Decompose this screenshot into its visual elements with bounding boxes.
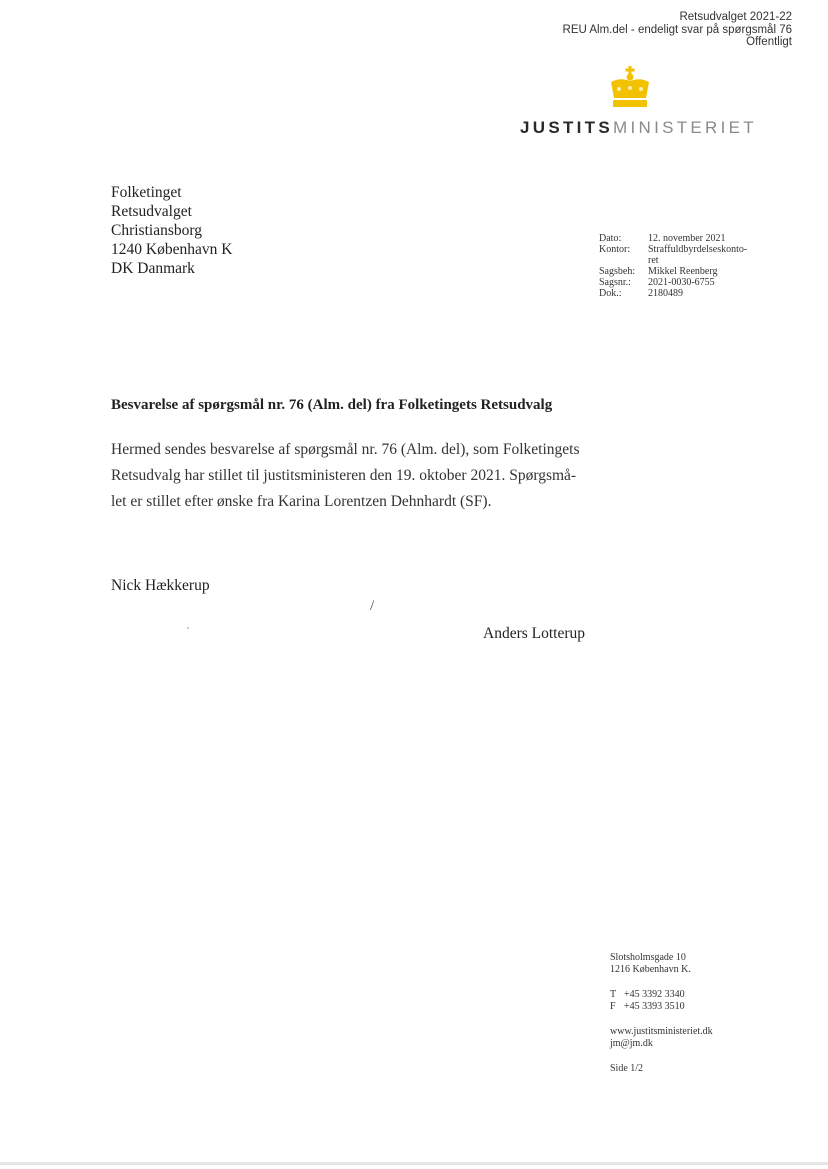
body-line: let er stillet efter ønske fra Karina Lorentzen Dehnhardt (SF).	[111, 493, 492, 510]
minister-signature: Nick Hækkerup	[111, 577, 210, 594]
meta-value: ret	[648, 255, 659, 266]
recipient-address	[111, 183, 232, 278]
meta-label: Dato:	[599, 233, 622, 244]
official-signature: Anders Lotterup	[483, 625, 586, 642]
body-line: Retsudvalg har stillet til justitsministeren den 19. oktober 2021. Spørgsmå-	[111, 467, 577, 484]
footer-website: www.justitsministeriet.dk	[610, 1026, 713, 1037]
ministry-wordmark	[520, 118, 757, 138]
phone-label: T	[610, 989, 617, 1000]
fax-value: +45 3393 3510	[624, 1001, 685, 1012]
footer-address-city: 1216 København K.	[610, 964, 691, 975]
case-metadata	[599, 233, 758, 299]
meta-row-kontor	[599, 244, 758, 255]
stamp-reference: REU Alm.del - endeligt svar på spørgsmål 76	[562, 23, 792, 36]
recipient-line: Christiansborg	[111, 222, 202, 239]
recipient-line: DK Danmark	[111, 260, 195, 277]
wordmark-ministeriet: MINISTERIET	[613, 118, 757, 137]
meta-label: Sagsbeh:	[599, 266, 636, 277]
meta-value: 12. november 2021	[648, 233, 726, 244]
meta-label: Sagsnr.:	[599, 277, 631, 288]
meta-row-dok	[599, 288, 758, 299]
stamp-status: Offentligt	[746, 36, 792, 48]
footer-email: jm@jm.dk	[610, 1038, 653, 1049]
footer-phone	[610, 989, 713, 1001]
ministry-footer	[610, 952, 713, 1075]
meta-row-sagsnr	[599, 277, 758, 288]
letter-subject: Besvarelse af spørgsmål nr. 76 (Alm. del) fra Folketingets Retsudvalg	[111, 397, 553, 413]
letter-body	[111, 437, 601, 515]
recipient-line: 1240 København K	[111, 241, 233, 258]
meta-row-dato	[599, 233, 758, 244]
royal-crown-icon	[606, 66, 654, 110]
recipient-line: Folketinget	[111, 184, 182, 201]
meta-label: Kontor:	[599, 244, 631, 255]
meta-row-sagsbeh	[599, 266, 758, 277]
document-stamp	[563, 11, 792, 49]
meta-row-kontor-cont	[599, 255, 758, 266]
fax-label: F	[610, 1001, 616, 1012]
body-line: Hermed sendes besvarelse af spørgsmål nr. 76 (Alm. del), som Folketingets	[111, 441, 580, 458]
phone-value: +45 3392 3340	[624, 989, 685, 1000]
recipient-line: Retsudvalget	[111, 203, 192, 220]
scan-edge	[0, 1162, 828, 1165]
meta-value: Straffuldbyrdelseskonto-	[648, 244, 748, 255]
footer-address-street: Slotsholmsgade 10	[610, 952, 686, 963]
stamp-committee: Retsudvalget 2021-22	[679, 11, 792, 23]
signature-separator: /	[370, 598, 375, 614]
page-number: Side 1/2	[610, 1063, 644, 1074]
meta-value: Mikkel Reenberg	[648, 266, 718, 277]
scan-speck	[187, 627, 189, 629]
wordmark-justits: JUSTITS	[520, 118, 614, 137]
meta-value: 2180489	[648, 288, 683, 299]
meta-value: 2021-0030-6755	[648, 277, 715, 288]
footer-fax	[610, 1001, 713, 1013]
meta-label: Dok.:	[599, 288, 622, 299]
